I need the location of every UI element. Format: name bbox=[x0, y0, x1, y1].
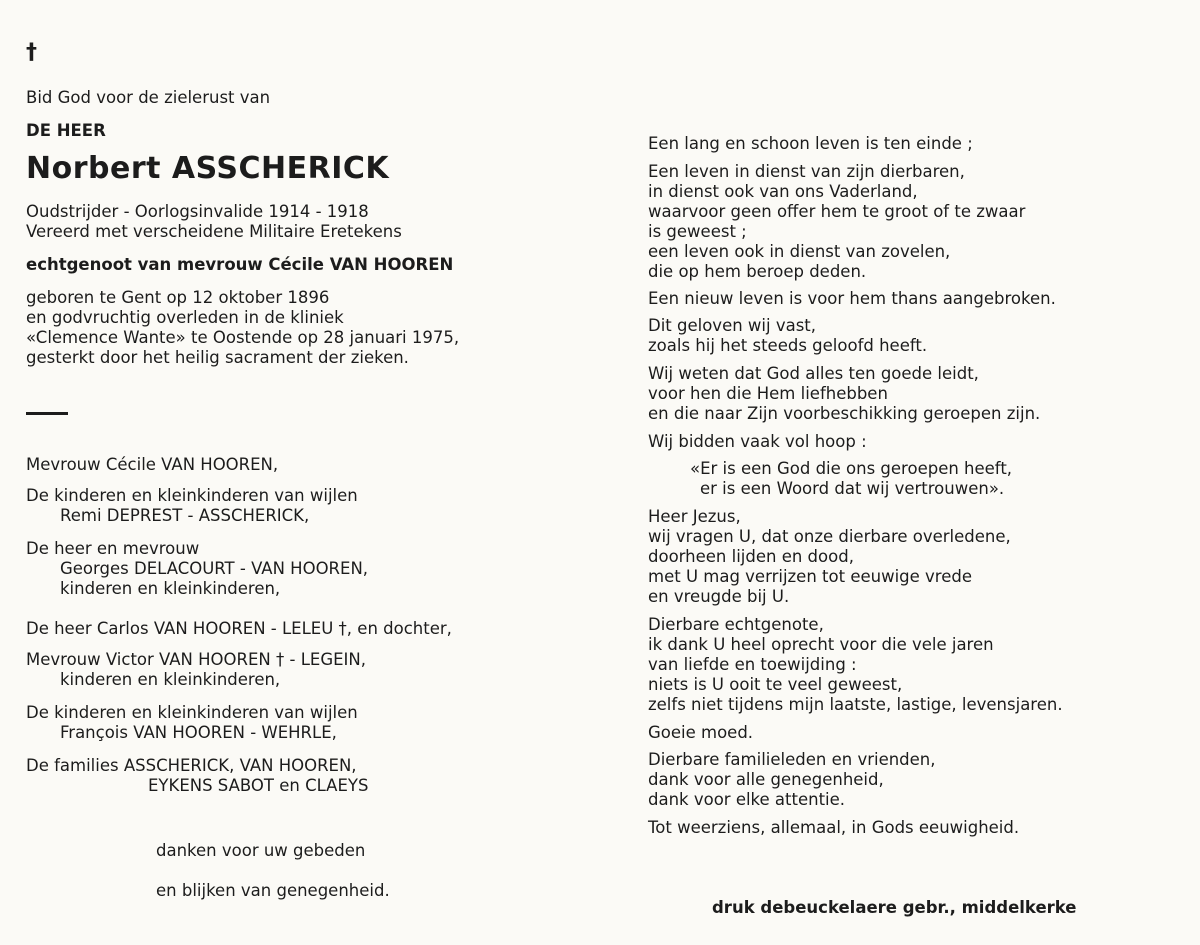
verse-stanza bbox=[648, 818, 1019, 838]
verse-line: in dienst ook van ons Vaderland, bbox=[648, 182, 918, 201]
verse-stanza bbox=[648, 750, 936, 810]
bio-line: Oudstrijder - Oorlogsinvalide 1914 - 1918 bbox=[26, 202, 369, 221]
verse-line: een leven ook in dienst van zovelen, bbox=[648, 242, 951, 261]
family-group bbox=[26, 650, 366, 690]
bio-line: Vereerd met verscheidene Militaire Eretekens bbox=[26, 222, 402, 241]
honorific: DE HEER bbox=[26, 121, 106, 140]
verse-line: dank voor alle genegenheid, bbox=[648, 770, 884, 789]
verse-line: Dit geloven wij vast, bbox=[648, 316, 817, 335]
verse-stanza bbox=[648, 316, 927, 356]
family-line: kinderen en kleinkinderen, bbox=[60, 670, 281, 689]
verse-stanza bbox=[648, 723, 753, 743]
verse-line: wij vragen U, dat onze dierbare overledene, bbox=[648, 527, 1011, 546]
family-line: EYKENS SABOT en CLAEYS bbox=[148, 776, 369, 795]
verse-line: is geweest ; bbox=[648, 222, 747, 241]
verse-line: ik dank U heel oprecht voor die vele jaren bbox=[648, 635, 994, 654]
deceased-name: Norbert ASSCHERICK bbox=[26, 151, 390, 186]
thanks-line: danken voor uw gebeden bbox=[156, 841, 366, 860]
verse-line: en vreugde bij U. bbox=[648, 587, 790, 606]
birth-line: «Clemence Wante» te Oostende op 28 januari 1975, bbox=[26, 328, 460, 347]
verse-line: voor hen die Hem liefhebben bbox=[648, 384, 888, 403]
verse-quote bbox=[648, 459, 1012, 499]
family-group bbox=[26, 486, 358, 526]
verse-line: zoals hij het steeds geloofd heeft. bbox=[648, 336, 928, 355]
verse-line: Wij bidden vaak vol hoop : bbox=[648, 432, 867, 451]
cross-icon: † bbox=[26, 40, 37, 65]
verse-line: Een nieuw leven is voor hem thans aangebroken. bbox=[648, 289, 1056, 308]
verse-stanza bbox=[648, 615, 1063, 715]
thanks-line: en blijken van genegenheid. bbox=[156, 881, 390, 900]
family-line: De heer Carlos VAN HOOREN - LELEU †, en dochter, bbox=[26, 619, 452, 638]
family-group bbox=[26, 703, 358, 743]
verse-stanza bbox=[648, 364, 1040, 424]
verse-line: zelfs niet tijdens mijn laatste, lastige, levensjaren. bbox=[648, 695, 1063, 714]
birth-line: en godvruchtig overleden in de kliniek bbox=[26, 308, 344, 327]
family-line: Georges DELACOURT - VAN HOOREN, bbox=[60, 559, 369, 578]
verse-stanza bbox=[648, 289, 1056, 309]
verse-line: en die naar Zijn voorbeschikking geroepen zijn. bbox=[648, 404, 1041, 423]
family-line: De heer en mevrouw bbox=[26, 539, 200, 558]
verse-line: Wij weten dat God alles ten goede leidt, bbox=[648, 364, 979, 383]
family-line: kinderen en kleinkinderen, bbox=[60, 579, 281, 598]
family-group bbox=[26, 539, 368, 599]
verse-line: die op hem beroep deden. bbox=[648, 262, 867, 281]
family-line: De families ASSCHERICK, VAN HOOREN, bbox=[26, 756, 357, 775]
verse-line: Dierbare familieleden en vrienden, bbox=[648, 750, 936, 769]
prayer-line: Bid God voor de zielerust van bbox=[26, 88, 271, 107]
family-line: De kinderen en kleinkinderen van wijlen bbox=[26, 486, 358, 505]
verse-line: niets is U ooit te veel geweest, bbox=[648, 675, 903, 694]
birth-line: gesterkt door het heilig sacrament der zieken. bbox=[26, 348, 409, 367]
family-line: Remi DEPREST - ASSCHERICK, bbox=[60, 506, 310, 525]
family-line: De kinderen en kleinkinderen van wijlen bbox=[26, 703, 358, 722]
family-line: Mevrouw Victor VAN HOOREN † - LEGEIN, bbox=[26, 650, 366, 669]
printer-credit: druk debeuckelaere gebr., middelkerke bbox=[712, 898, 1077, 917]
verse-line: van liefde en toewijding : bbox=[648, 655, 857, 674]
verse-line: waarvoor geen offer hem te groot of te zwaar bbox=[648, 202, 1026, 221]
verse-line: Dierbare echtgenote, bbox=[648, 615, 824, 634]
verse-line: Een lang en schoon leven is ten einde ; bbox=[648, 134, 973, 153]
quote-line: er is een Woord dat wij vertrouwen». bbox=[700, 479, 1005, 498]
verse-line: dank voor elke attentie. bbox=[648, 790, 846, 809]
quote-line: «Er is een God die ons geroepen heeft, bbox=[690, 459, 1013, 478]
verse-line: met U mag verrijzen tot eeuwige vrede bbox=[648, 567, 972, 586]
verse-stanza bbox=[648, 432, 867, 452]
family-line: Mevrouw Cécile VAN HOOREN, bbox=[26, 455, 279, 474]
verse-line: doorheen lijden en dood, bbox=[648, 547, 854, 566]
verse-line: Goeie moed. bbox=[648, 723, 754, 742]
family-line: François VAN HOOREN - WEHRLE, bbox=[60, 723, 337, 742]
bio-block bbox=[26, 202, 402, 242]
birth-block bbox=[26, 288, 459, 368]
verse-stanza bbox=[648, 162, 1025, 282]
verse-stanza bbox=[648, 134, 973, 154]
verse-stanza bbox=[648, 507, 1011, 607]
family-group bbox=[26, 756, 368, 796]
divider bbox=[26, 412, 68, 415]
spouse-line: echtgenoot van mevrouw Cécile VAN HOOREN bbox=[26, 255, 454, 274]
verse-line: Tot weerziens, allemaal, in Gods eeuwigheid. bbox=[648, 818, 1020, 837]
verse-line: Een leven in dienst van zijn dierbaren, bbox=[648, 162, 965, 181]
birth-line: geboren te Gent op 12 oktober 1896 bbox=[26, 288, 330, 307]
verse-line: Heer Jezus, bbox=[648, 507, 741, 526]
